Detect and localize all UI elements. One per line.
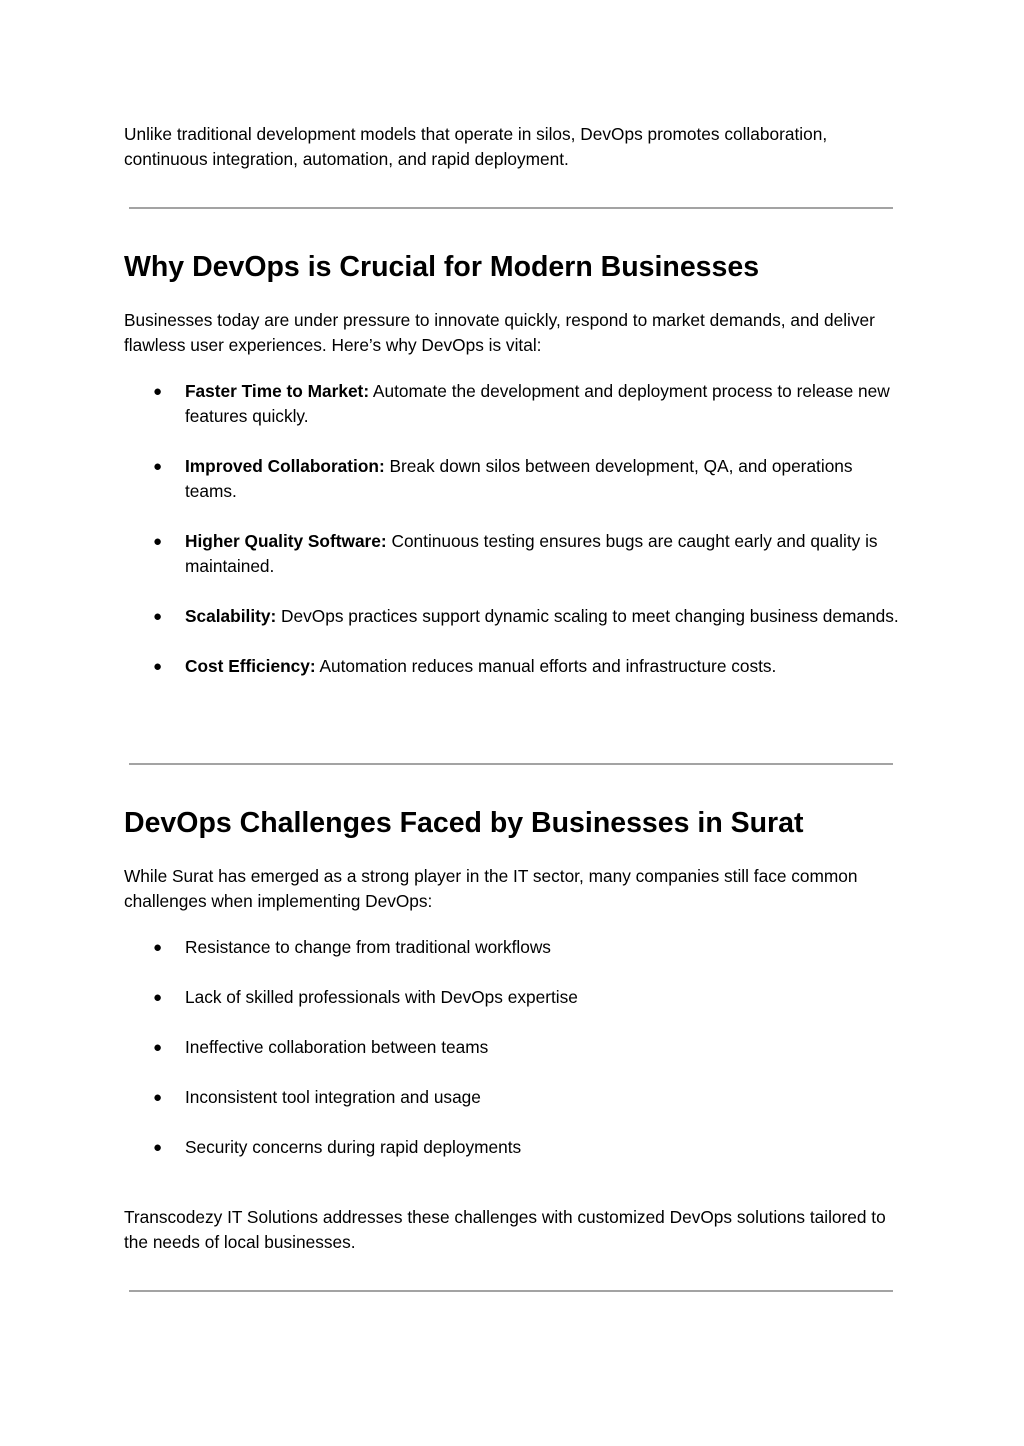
list-item: [124, 454, 904, 504]
list-item-text: Break down silos between development, QA, and operations teams.: [185, 456, 853, 501]
list-item: [124, 935, 904, 960]
bullet-icon: ●: [153, 608, 163, 625]
list-item-text: Security concerns during rapid deployments: [185, 1137, 522, 1157]
list-item-text: Continuous testing ensures bugs are caught early and quality is maintained.: [185, 531, 878, 576]
bullet-icon: ●: [153, 533, 163, 550]
list-item: [124, 379, 904, 429]
bullet-icon: ●: [153, 383, 163, 400]
bullet-icon: ●: [153, 1039, 163, 1056]
list-item-term: Cost Efficiency:: [185, 656, 316, 676]
bullet-icon: ●: [153, 658, 163, 675]
horizontal-divider: [129, 207, 893, 209]
challenges-closing-paragraph: Transcodezy IT Solutions addresses these challenges with customized DevOps solutions tailored to the needs of local businesses.: [124, 1207, 886, 1252]
list-item: [124, 1135, 904, 1160]
bullet-icon: ●: [153, 1139, 163, 1156]
section-heading-why-devops: Why DevOps is Crucial for Modern Businesses: [124, 251, 760, 283]
bullet-icon: ●: [153, 458, 163, 475]
list-item: [124, 529, 904, 579]
why-devops-list: [124, 379, 904, 679]
challenges-intro: While Surat has emerged as a strong player in the IT sector, many companies still face common challenges when implementing DevOps:: [124, 866, 858, 911]
section-heading-challenges: DevOps Challenges Faced by Businesses in Surat: [124, 807, 804, 839]
list-item-term: Improved Collaboration:: [185, 456, 385, 476]
list-item-term: Scalability:: [185, 606, 277, 626]
horizontal-divider: [129, 1290, 893, 1292]
list-item: [124, 654, 904, 679]
list-item: [124, 1085, 904, 1110]
intro-paragraph: Unlike traditional development models that operate in silos, DevOps promotes collaboration, continuous integration, automation, and rapid deployment.: [124, 124, 828, 169]
list-item: [124, 604, 904, 629]
list-item-text: Ineffective collaboration between teams: [185, 1037, 489, 1057]
why-devops-intro: Businesses today are under pressure to innovate quickly, respond to market demands, and deliver flawless user experiences. Here’s why DevOps is vital:: [124, 310, 875, 355]
list-item-term: Higher Quality Software:: [185, 531, 387, 551]
bullet-icon: ●: [153, 1089, 163, 1106]
list-item-text: Lack of skilled professionals with DevOps expertise: [185, 987, 578, 1007]
list-item: [124, 1035, 904, 1060]
bullet-icon: ●: [153, 989, 163, 1006]
list-item-text: Resistance to change from traditional workflows: [185, 937, 551, 957]
list-item-text: Inconsistent tool integration and usage: [185, 1087, 481, 1107]
list-item: [124, 985, 904, 1010]
list-item-text: DevOps practices support dynamic scaling to meet changing business demands.: [276, 606, 899, 626]
challenges-list: [124, 935, 904, 1160]
list-item-text: Automate the development and deployment process to release new features quickly.: [185, 381, 890, 426]
bullet-icon: ●: [153, 939, 163, 956]
list-item-text: Automation reduces manual efforts and infrastructure costs.: [315, 656, 777, 676]
list-item-term: Faster Time to Market:: [185, 381, 370, 401]
horizontal-divider: [129, 763, 893, 765]
